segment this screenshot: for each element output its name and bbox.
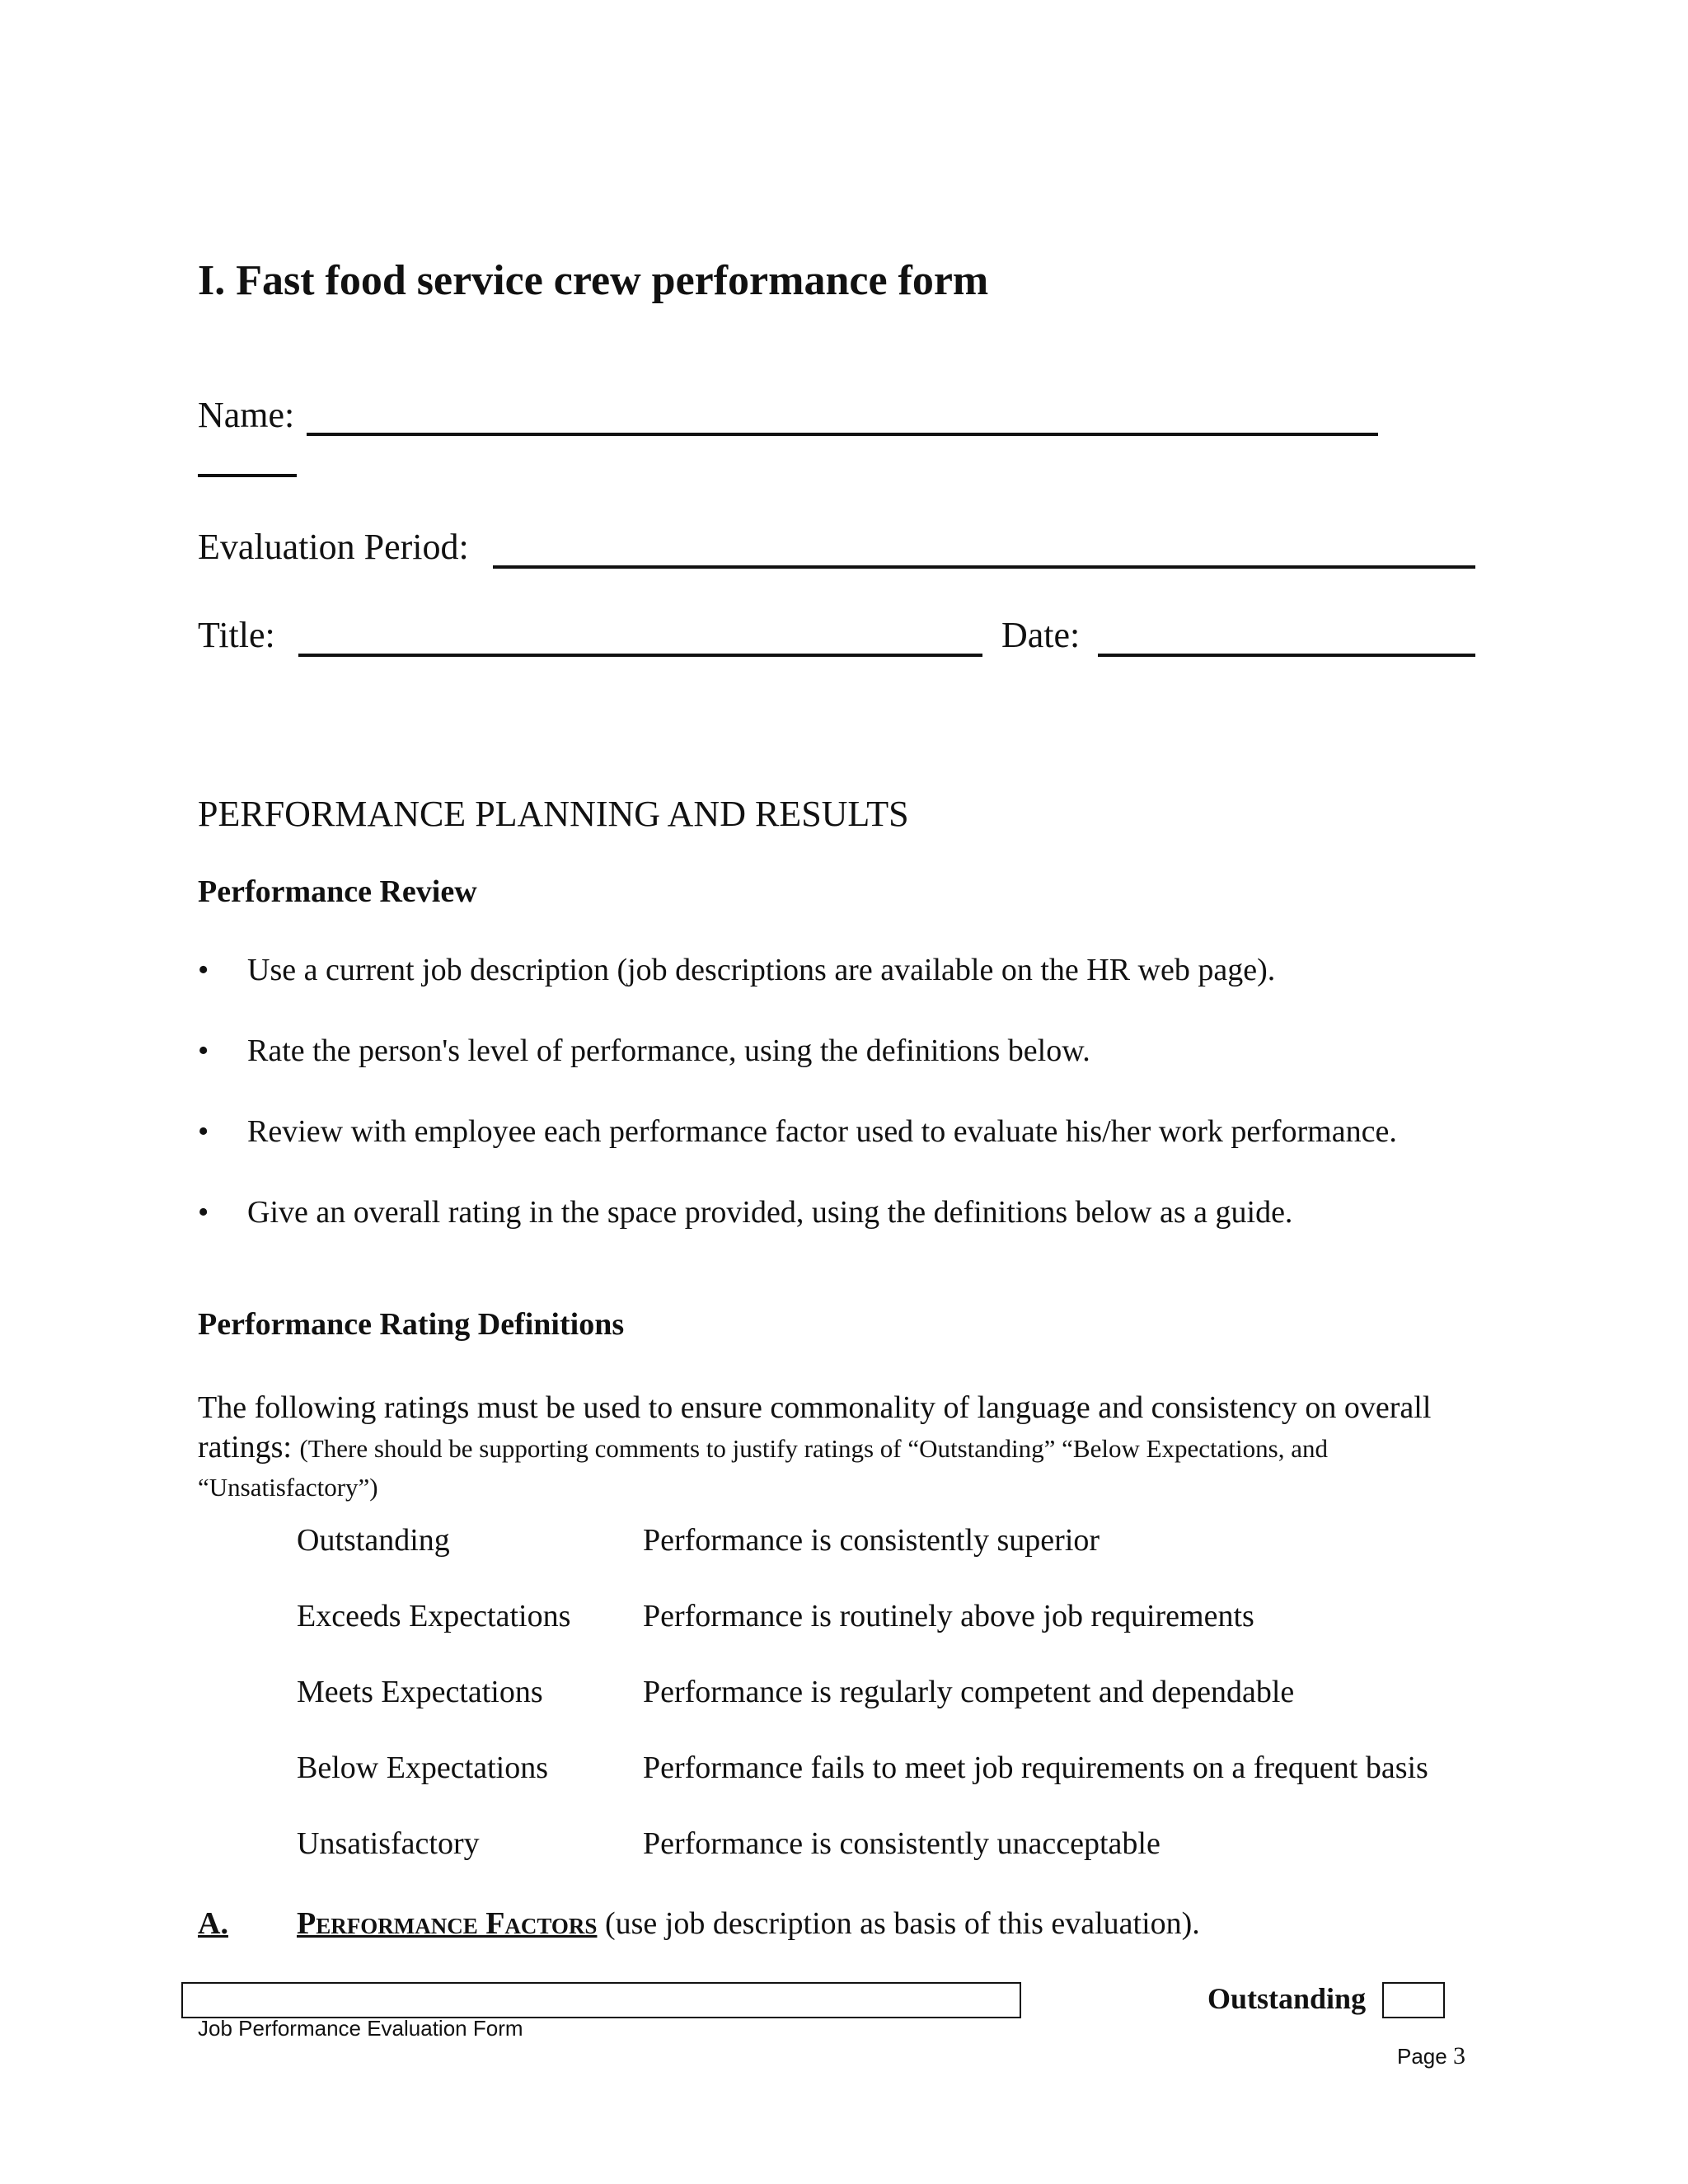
rating-row — [297, 1674, 1533, 1723]
rating-definitions-heading: Performance Rating Definitions — [198, 1307, 625, 1342]
bullet-icon: • — [198, 1195, 209, 1230]
list-item-text: Use a current job description (job descriptions are available on the HR web page). — [247, 953, 1276, 987]
rating-row — [297, 1598, 1533, 1647]
section-heading: PERFORMANCE PLANNING AND RESULTS — [198, 794, 909, 834]
rating-term: Below Expectations — [297, 1750, 548, 1785]
form-title: I. Fast food service crew performance form — [198, 257, 989, 304]
bullet-icon: • — [198, 1033, 209, 1068]
rating-term: Exceeds Expectations — [297, 1599, 571, 1633]
outstanding-checkbox[interactable] — [1382, 1982, 1445, 2018]
page-prefix: Page — [1397, 2044, 1447, 2069]
page-number — [1397, 2042, 1465, 2070]
footer-form-name: Job Performance Evaluation Form — [198, 2016, 523, 2041]
rating-row — [297, 1522, 1533, 1572]
rating-row — [297, 1825, 1533, 1875]
title-field-line[interactable] — [298, 654, 982, 657]
evaluation-period-field-line[interactable] — [493, 565, 1475, 569]
rating-term: Outstanding — [297, 1523, 450, 1558]
date-label: Date: — [1001, 615, 1081, 655]
factors-note: (use job description as basis of this evaluation). — [597, 1906, 1200, 1941]
name-field-line[interactable] — [307, 433, 1378, 436]
bullet-icon: • — [198, 1114, 209, 1149]
rating-definition: Performance is consistently unacceptable — [643, 1826, 1160, 1861]
rating-definition: Performance fails to meet job requirements on a frequent basis — [643, 1750, 1428, 1785]
list-item-text: Review with employee each performance factor used to evaluate his/her work performance. — [247, 1114, 1397, 1149]
date-field-line[interactable] — [1098, 654, 1475, 657]
intro-main-text: The following ratings must be used to ensure commonality of language and consistency on overall ratings: — [198, 1390, 1432, 1465]
rating-definition: Performance is regularly competent and dependable — [643, 1675, 1295, 1709]
list-item-text: Rate the person's level of performance, using the definitions below. — [247, 1033, 1090, 1068]
page-number-value: 3 — [1452, 2042, 1465, 2069]
factor-name-cell[interactable] — [181, 1982, 1021, 2018]
intro-note-text: (There should be supporting comments to justify ratings of “Outstanding” “Below Expectations, and “Unsatisfactory”) — [198, 1433, 1328, 1502]
rating-definition: Performance is routinely above job requirements — [643, 1599, 1254, 1633]
name-field-line-continuation[interactable] — [198, 474, 297, 477]
rating-term: Unsatisfactory — [297, 1826, 480, 1861]
name-label: Name: — [198, 395, 295, 435]
evaluation-period-label: Evaluation Period: — [198, 527, 469, 567]
factors-title: Performance Factors — [297, 1906, 598, 1941]
performance-factors-heading — [198, 1905, 1200, 1943]
title-label: Title: — [198, 615, 275, 655]
rating-term: Meets Expectations — [297, 1675, 543, 1709]
bullet-icon: • — [198, 953, 209, 987]
outstanding-label: Outstanding — [1207, 1982, 1367, 2015]
factors-letter: A. — [198, 1906, 228, 1941]
rating-definition: Performance is consistently superior — [643, 1523, 1100, 1558]
rating-definitions-intro — [198, 1389, 1484, 1507]
performance-review-heading: Performance Review — [198, 874, 477, 909]
rating-row — [297, 1750, 1533, 1799]
list-item-text: Give an overall rating in the space provided, using the definitions below as a guide. — [247, 1195, 1293, 1230]
